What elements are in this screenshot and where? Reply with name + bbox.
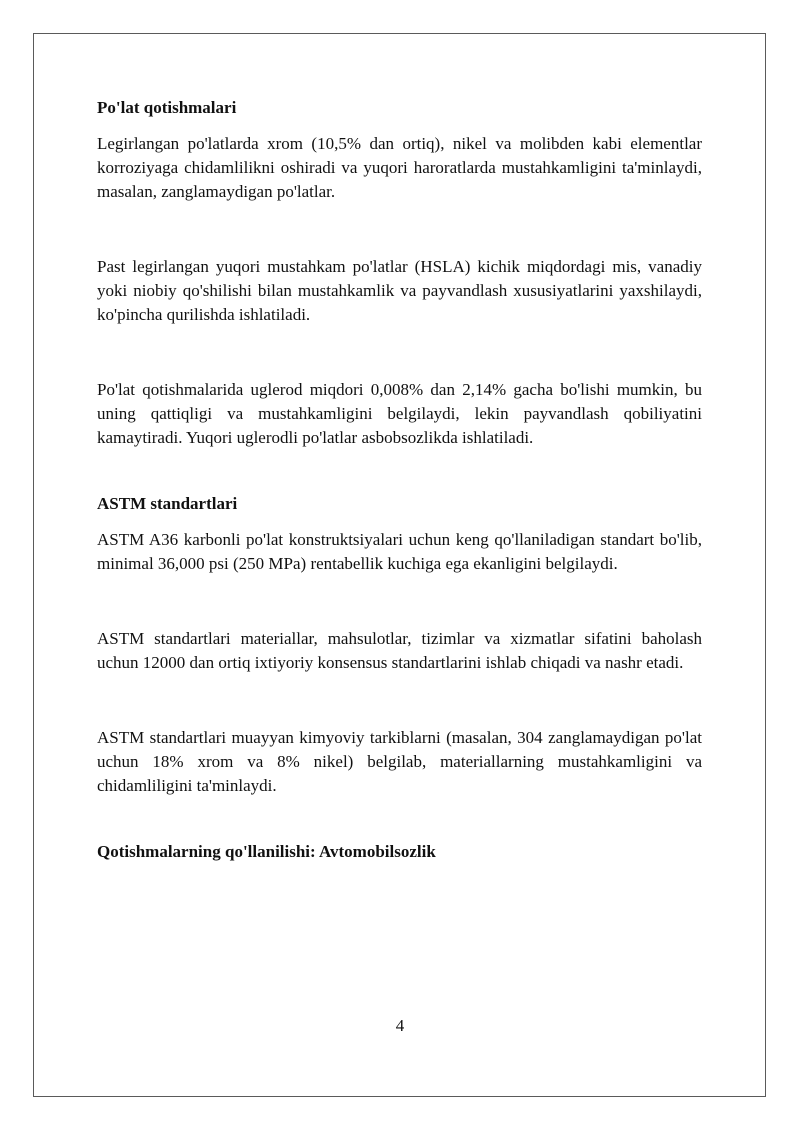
paragraph: Legirlangan po'latlarda xrom (10,5% dan ortiq), nikel va molibden kabi elementlar korroziyaga chidamlilikni oshiradi va yuqori haroratlarda mustahkamligini ta'minlaydi, masalan, zanglamaydigan po'latlar. [97, 134, 702, 201]
paragraph: Po'lat qotishmalarida uglerod miqdori 0,008% dan 2,14% gacha bo'lishi mumkin, bu uning qattiqligi va mustahkamligini belgilaydi, lekin payvandlash qobiliyatini kamaytiradi. Yuqori uglerodli po'latlar asbobsozlikda ishlatiladi. [97, 380, 702, 447]
paragraph: ASTM A36 karbonli po'lat konstruktsiyalari uchun keng qo'llaniladigan standart bo'lib, minimal 36,000 psi (250 MPa) rentabellik kuchiga ega ekanligini belgilaydi. [97, 530, 702, 573]
section-heading: ASTM standartlari [97, 494, 238, 513]
section-astm-standartlari [97, 492, 702, 798]
paragraph: ASTM standartlari muayyan kimyoviy tarkiblarni (masalan, 304 zanglamaydigan po'lat uchun 18% xrom va 8% nikel) belgilab, materiallarning mustahkamligini va chidamliligini ta'minlaydi. [97, 728, 702, 795]
section-polat-qotishmalari [97, 96, 702, 450]
document-body [97, 96, 702, 876]
paragraph: ASTM standartlari materiallar, mahsulotlar, tizimlar va xizmatlar sifatini baholash uchun 12000 dan ortiq ixtiyoriy konsensus standartlarini ishlab chiqadi va nashr etadi. [97, 629, 702, 672]
section-heading: Po'lat qotishmalari [97, 98, 237, 117]
paragraph: Past legirlangan yuqori mustahkam po'latlar (HSLA) kichik miqdordagi mis, vanadiy yoki niobiy qo'shilishi bilan mustahkamlik va payvandlash xususiyatlarini yaxshilaydi, ko'pincha qurilishda ishlatiladi. [97, 257, 702, 324]
section-qotishmalarning-qollanilishi [97, 840, 702, 864]
section-heading: Qotishmalarning qo'llanilishi: Avtomobilsozlik [97, 842, 436, 861]
page-number: 4 [395, 1016, 405, 1035]
